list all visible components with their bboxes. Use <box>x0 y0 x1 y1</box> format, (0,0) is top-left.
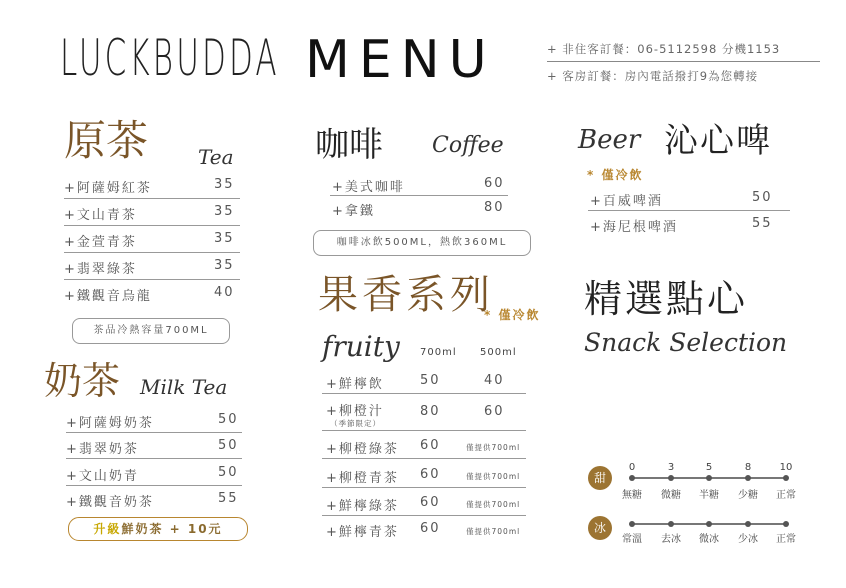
divider <box>64 225 240 226</box>
menu-item-price: 35 <box>214 177 235 192</box>
ice-level: 正常 <box>776 534 796 545</box>
menu-item-price: 35 <box>214 231 235 246</box>
menu-item-price: 35 <box>214 204 235 219</box>
menu-item-price-700: 60 <box>420 467 441 482</box>
menu-item-price-500: 40 <box>484 373 505 388</box>
menu-heading: MENU <box>305 30 496 90</box>
room-order-info: + 客房訂餐：房內電話撥打9為您轉接 <box>547 69 759 83</box>
brand-logo: LUCKBUDDA <box>60 29 280 87</box>
ice-level: 去冰 <box>661 534 681 545</box>
divider <box>322 487 526 488</box>
menu-item-name: +鮮檸綠茶 <box>326 499 399 514</box>
divider <box>66 485 242 486</box>
menu-item-name: +文山奶青 <box>66 469 139 484</box>
menu-item-name: +鮮檸青茶 <box>326 525 399 540</box>
ice-level: 少冰 <box>738 534 758 545</box>
fruit-cold-only: * 僅冷飲 <box>484 308 541 322</box>
menu-item-price: 50 <box>218 438 239 453</box>
menu-item-name: +柳橙汁 <box>326 404 384 419</box>
menu-item-name: +柳橙綠茶 <box>326 442 399 457</box>
sugar-tick: 0 <box>628 462 636 473</box>
sugar-dot <box>745 475 751 481</box>
upgrade-text: 鮮奶茶 + 10元 <box>121 522 223 536</box>
beer-title: 沁心啤 <box>664 121 772 161</box>
sugar-tick: 10 <box>779 462 793 473</box>
menu-item-name: +翡翠綠茶 <box>64 262 137 277</box>
ice-badge: 冰 <box>588 516 612 540</box>
menu-item-price-500: 僅提供700ml <box>466 500 521 509</box>
sugar-level: 半糖 <box>699 490 719 501</box>
menu-item-price-500: 僅提供700ml <box>466 527 521 536</box>
menu-item-price: 50 <box>752 190 773 205</box>
sugar-dot <box>629 475 635 481</box>
menu-item-price-700: 60 <box>420 521 441 536</box>
ice-level: 微冰 <box>699 534 719 545</box>
menu-item-price: 60 <box>484 176 505 191</box>
divider <box>64 279 240 280</box>
upgrade-note <box>68 517 248 541</box>
menu-item-price-700: 60 <box>420 438 441 453</box>
coffee-title-en: Coffee <box>432 133 504 158</box>
divider <box>322 515 526 516</box>
menu-item-name: +鮮檸飲 <box>326 377 384 392</box>
menu-item-price: 50 <box>218 412 239 427</box>
fruit-title: 果香系列 <box>318 272 494 318</box>
divider <box>322 393 526 394</box>
sugar-level: 無糖 <box>622 490 642 501</box>
menu-item-price: 55 <box>218 491 239 506</box>
divider <box>66 432 242 433</box>
menu-item-name: +鐵觀音烏龍 <box>64 289 152 304</box>
coffee-title: 咖啡 <box>315 125 383 165</box>
fruit-title-en: fruity <box>322 330 400 363</box>
menu-item-price-700: 60 <box>420 495 441 510</box>
ice-dot <box>706 521 712 527</box>
menu-item-price: 40 <box>214 285 235 300</box>
milk-tea-title: 奶茶 <box>44 359 121 403</box>
snack-title-en: Snack Selection <box>584 328 788 357</box>
divider <box>547 61 820 62</box>
menu-item-price: 50 <box>218 465 239 480</box>
tea-volume-note: 茶品冷熱容量700ML <box>72 318 230 344</box>
menu-item-price-700: 50 <box>420 373 441 388</box>
menu-item-name: +文山青茶 <box>64 208 137 223</box>
col-500ml: 500ml <box>480 347 517 358</box>
coffee-volume-note: 咖啡冰飲500ML，熱飲360ML <box>313 230 531 256</box>
sugar-dot <box>783 475 789 481</box>
menu-item-name: +阿薩姆紅茶 <box>64 181 152 196</box>
ice-level: 常溫 <box>622 534 642 545</box>
menu-item-name: +阿薩姆奶茶 <box>66 416 154 431</box>
divider <box>66 458 242 459</box>
divider <box>64 252 240 253</box>
divider <box>64 198 240 199</box>
menu-item-price-500: 僅提供700ml <box>466 443 521 452</box>
divider <box>322 430 526 431</box>
menu-item-price-500: 僅提供700ml <box>466 472 521 481</box>
sugar-dot <box>706 475 712 481</box>
ice-dot <box>629 521 635 527</box>
seasonal-note: （季節限定） <box>330 419 381 428</box>
sugar-tick: 8 <box>744 462 752 473</box>
ice-dot <box>668 521 674 527</box>
tea-title: 原茶 <box>64 116 149 165</box>
menu-item-name: +翡翠奶茶 <box>66 442 139 457</box>
sugar-level: 少糖 <box>738 490 758 501</box>
milk-tea-title-en: Milk Tea <box>140 375 228 399</box>
menu-item-name: +拿鐵 <box>332 204 375 219</box>
menu-item-name: +金萱青茶 <box>64 235 137 250</box>
menu-item-price-700: 80 <box>420 404 441 419</box>
menu-item-price: 35 <box>214 258 235 273</box>
tea-title-en: Tea <box>198 145 234 169</box>
sugar-level: 微糖 <box>661 490 681 501</box>
divider <box>330 195 508 196</box>
sugar-dot <box>668 475 674 481</box>
snack-title: 精選點心 <box>584 277 749 321</box>
ice-dot <box>783 521 789 527</box>
sugar-level: 正常 <box>776 490 796 501</box>
menu-item-price-500: 60 <box>484 404 505 419</box>
sugar-tick: 5 <box>705 462 713 473</box>
menu-item-name: +百威啤酒 <box>590 194 663 209</box>
beer-cold-only: * 僅冷飲 <box>587 168 644 182</box>
menu-item-name: +柳橙青茶 <box>326 471 399 486</box>
divider <box>588 210 790 211</box>
menu-item-price: 55 <box>752 216 773 231</box>
col-700ml: 700ml <box>420 347 457 358</box>
beer-title-en: Beer <box>578 125 641 155</box>
menu-item-name: +海尼根啤酒 <box>590 220 678 235</box>
sugar-tick: 3 <box>667 462 675 473</box>
ice-dot <box>745 521 751 527</box>
sugar-badge: 甜 <box>588 466 612 490</box>
menu-item-name: +美式咖啡 <box>332 180 405 195</box>
menu-item-price: 80 <box>484 200 505 215</box>
upgrade-label: 升級 <box>93 522 122 536</box>
outside-order-info: + 非住客訂餐：06-5112598 分機1153 <box>547 42 781 56</box>
divider <box>322 458 526 459</box>
menu-item-name: +鐵觀音奶茶 <box>66 495 154 510</box>
